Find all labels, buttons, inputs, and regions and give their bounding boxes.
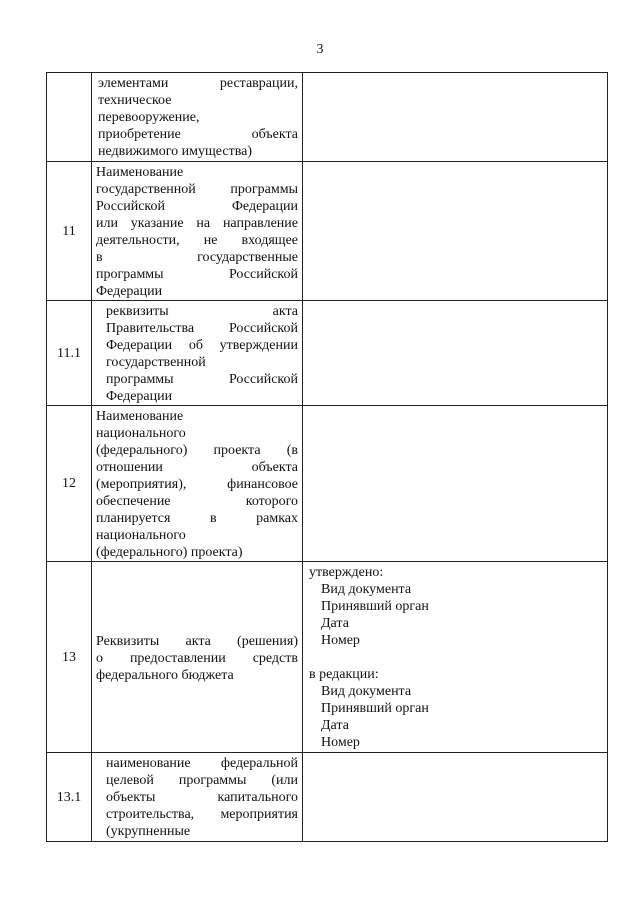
row-value [303, 753, 608, 842]
table-row [47, 753, 608, 842]
label-line: перевооружение, [98, 110, 200, 125]
row-number [47, 73, 92, 162]
label-line: национального [96, 528, 186, 543]
label-line: недвижимого имущества) [98, 144, 252, 159]
label-line: реквизиты акта [106, 304, 298, 319]
approved-number: Номер [321, 633, 360, 648]
label-line: планируется в рамках [96, 511, 298, 526]
approved-heading: утверждено: [309, 565, 384, 580]
label-line: отношении объекта [96, 460, 298, 475]
table-row [47, 162, 608, 301]
label-line: национального [96, 426, 186, 441]
label-line: объекты капитального [106, 790, 298, 805]
label-line: обеспечение которого [96, 494, 298, 509]
row-label [92, 73, 303, 162]
label-line: государственной [106, 355, 206, 370]
table-row [47, 406, 608, 562]
spacer [309, 649, 601, 666]
label-line: (федерального) проекта) [96, 545, 243, 560]
edition-heading: в редакции: [309, 667, 379, 682]
approved-date: Дата [321, 616, 349, 631]
label-line: наименование федеральной [106, 756, 298, 771]
label-line: программы Российской [106, 372, 298, 387]
row-label [92, 162, 303, 301]
label-line: (укрупненные [106, 824, 191, 839]
edition-date: Дата [321, 718, 349, 733]
row-label [92, 301, 303, 406]
table-row [47, 301, 608, 406]
row-label [92, 753, 303, 842]
row-value [303, 562, 608, 753]
table-row [47, 73, 608, 162]
row-number: 11 [47, 162, 92, 301]
label-line: Федерации [106, 389, 173, 404]
edition-number: Номер [321, 735, 360, 750]
label-line: Наименование [96, 165, 184, 180]
label-line: строительства, мероприятия [106, 807, 298, 822]
label-line: элементами реставрации, [98, 76, 298, 91]
label-line: в государственные [96, 250, 298, 265]
label-line: Российской Федерации [96, 199, 298, 214]
row-label [92, 562, 303, 753]
label-line: федерального бюджета [96, 667, 234, 683]
label-line: приобретение объекта [98, 127, 298, 142]
label-line: Реквизиты акта (решения) [96, 633, 298, 649]
label-line: деятельности, не входящее [96, 233, 298, 248]
label-line: целевой программы (или [106, 773, 298, 788]
label-line: или указание на направление [96, 216, 298, 231]
label-line: Федерации [96, 284, 163, 299]
row-label [92, 406, 303, 562]
label-line: Федерации об утверждении [106, 338, 298, 353]
row-value [303, 162, 608, 301]
label-line: техническое [98, 93, 172, 108]
label-line: о предоставлении средств [96, 650, 298, 666]
row-value [303, 73, 608, 162]
approved-issuing-body: Принявший орган [321, 599, 429, 614]
label-line: государственной программы [96, 182, 298, 197]
label-line: (федерального) проекта (в [96, 443, 298, 458]
row-number: 11.1 [47, 301, 92, 406]
label-line: Правительства Российской [106, 321, 298, 336]
row-number: 13 [47, 562, 92, 753]
label-line: программы Российской [96, 267, 298, 282]
row-number: 13.1 [47, 753, 92, 842]
label-line: Наименование [96, 409, 184, 424]
row-number: 12 [47, 406, 92, 562]
table-row [47, 562, 608, 753]
form-table [46, 72, 608, 842]
page-number: 3 [316, 42, 324, 57]
label-line: (мероприятия), финансовое [96, 477, 298, 492]
row-value [303, 406, 608, 562]
edition-doc-type: Вид документа [321, 684, 412, 699]
edition-issuing-body: Принявший орган [321, 701, 429, 716]
approved-doc-type: Вид документа [321, 582, 412, 597]
row-value [303, 301, 608, 406]
